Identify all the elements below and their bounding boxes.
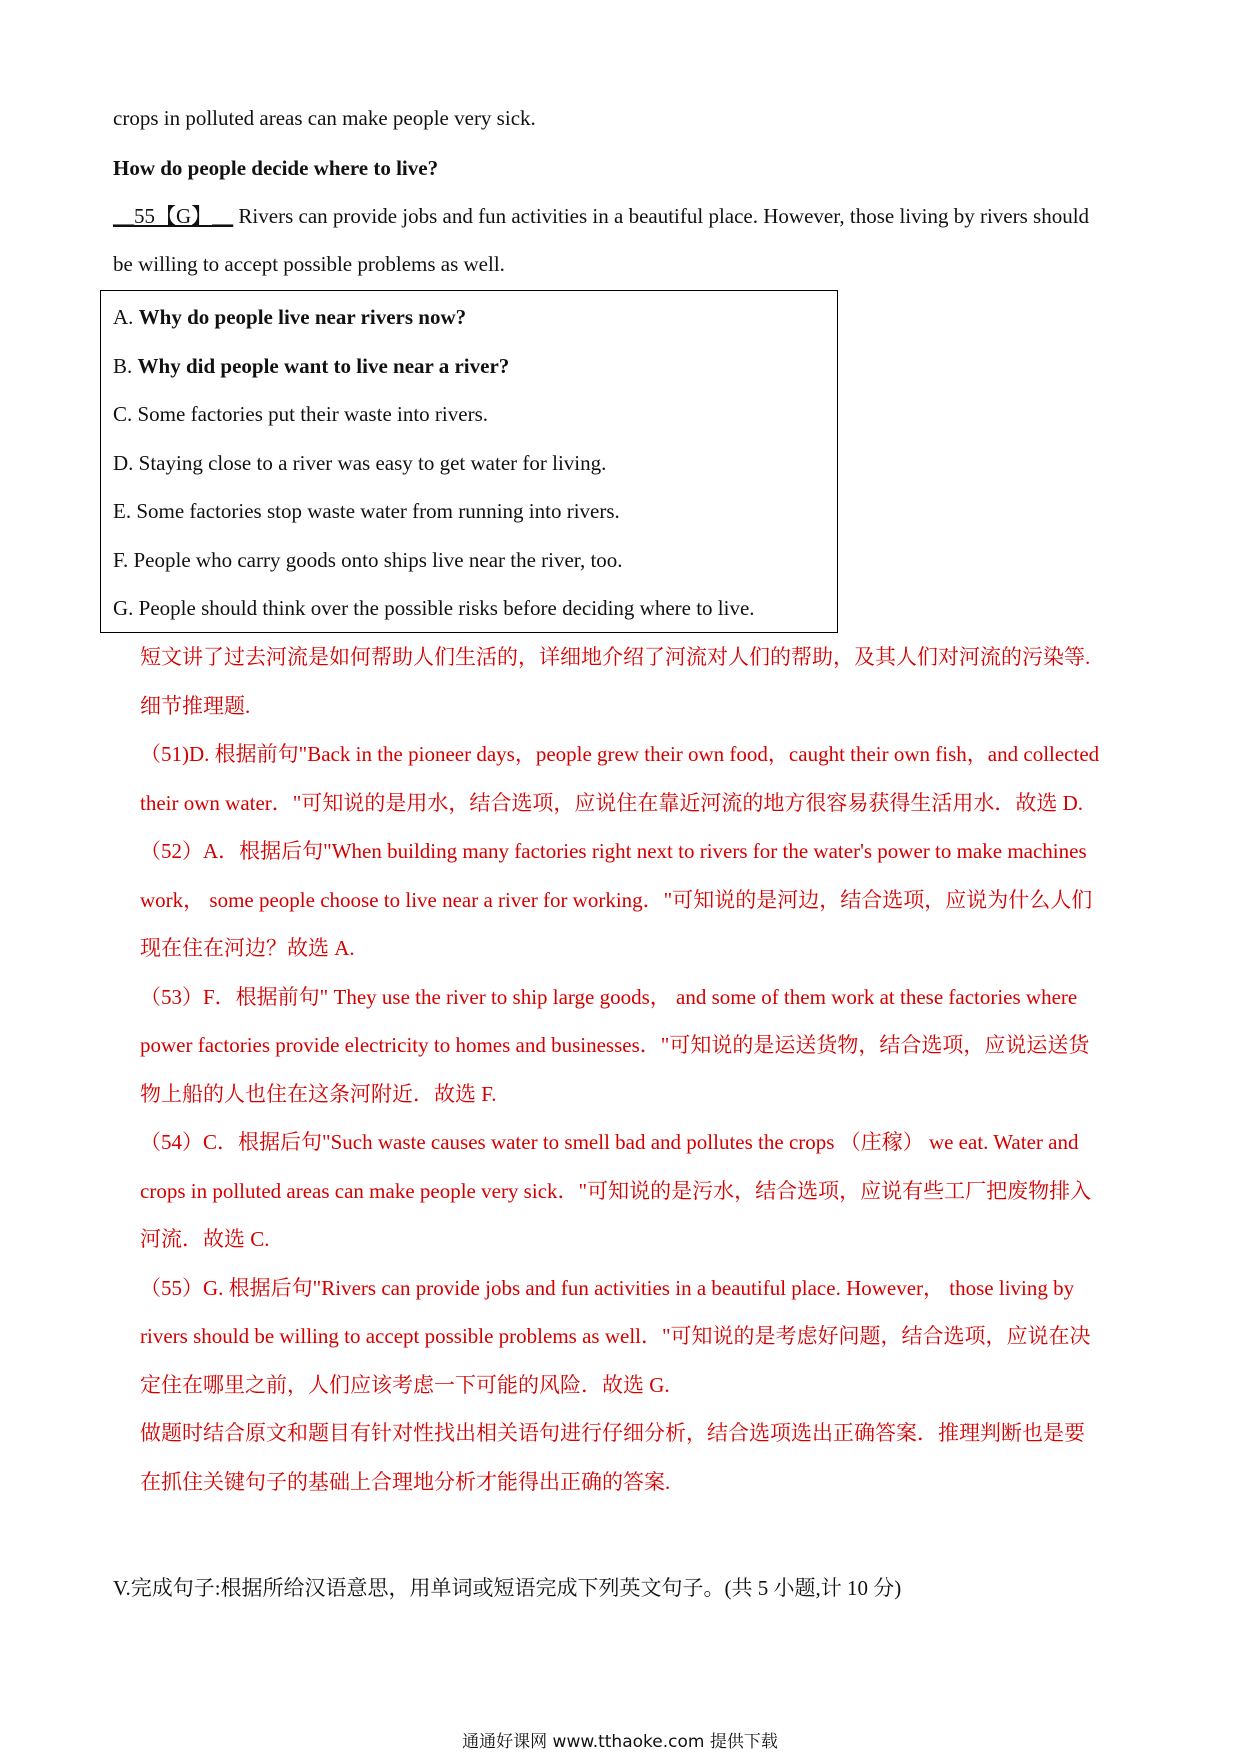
option-e: E. Some factories stop waste water from running into rivers. [113, 499, 620, 523]
analysis-line: power factories provide electricity to homes and businesses．"可知说的是运送货物，结合选项，应说运送货 [140, 1033, 1090, 1057]
analysis-line: （53）F．根据前句" They use the river to ship large goods， and some of them work at these factories where [140, 985, 1078, 1009]
analysis-line: rivers should be willing to accept possible problems as well．"可知说的是考虑好问题，结合选项，应说在决 [140, 1324, 1091, 1348]
option-c: C. Some factories put their waste into rivers. [113, 402, 488, 426]
analysis-line: 定住在哪里之前，人们应该考虑一下可能的风险．故选 G. [140, 1373, 670, 1397]
passage-line: be willing to accept possible problems as well. [113, 252, 505, 276]
section-v-heading: V.完成句子:根据所给汉语意思，用单词或短语完成下列英文句子。(共 5 小题,计 10 分) [113, 1576, 902, 1600]
analysis-line: 河流．故选 C. [140, 1227, 270, 1251]
option-d: D. Staying close to a river was easy to get water for living. [113, 451, 607, 475]
analysis-line: 短文讲了过去河流是如何帮助人们生活的，详细地介绍了河流对人们的帮助，及其人们对河流的污染等. [140, 645, 1091, 669]
section-heading: How do people decide where to live? [113, 156, 439, 180]
passage-line: crops in polluted areas can make people very sick. [113, 106, 536, 130]
option-a-text: Why do people live near rivers now? [138, 305, 467, 329]
analysis-line: （51)D. 根据前句"Back in the pioneer days，people grew their own food，caught their own fish，and collected [140, 742, 1100, 766]
analysis-line: （52）A．根据后句"When building many factories right next to rivers for the water's power to make machines [140, 839, 1087, 863]
option-b-text: Why did people want to live near a river? [137, 354, 510, 378]
option-f: F. People who carry goods onto ships live near the river, too. [113, 548, 623, 572]
analysis-line: 在抓住关键句子的基础上合理地分析才能得出正确的答案. [140, 1470, 671, 1494]
option-b: B. Why did people want to live near a river? [113, 354, 510, 378]
option-g: G. People should think over the possible risks before deciding where to live. [113, 596, 755, 620]
analysis-line: 做题时结合原文和题目有针对性找出相关语句进行仔细分析，结合选项选出正确答案．推理判断也是要 [140, 1421, 1085, 1445]
question-55-text: Rivers can provide jobs and fun activities in a beautiful place. However, those living by rivers should [233, 204, 1090, 228]
analysis-line: crops in polluted areas can make people very sick．"可知说的是污水，结合选项，应说有些工厂把废物排入 [140, 1179, 1092, 1203]
analysis-line: work， some people choose to live near a river for working．"可知说的是河边，结合选项，应说为什么人们 [140, 888, 1093, 912]
question-55 [113, 202, 1089, 230]
answer-blank-55: __55【G】__ [113, 204, 234, 228]
option-a: A. Why do people live near rivers now? [113, 305, 467, 329]
page-footer: 通通好课网 www.tthaoke.com 提供下载 [462, 1732, 778, 1752]
analysis-line: 细节推理题. [140, 694, 251, 718]
analysis-line: （54）C．根据后句"Such waste causes water to smell bad and pollutes the crops （庄稼） we eat. Water and [140, 1130, 1079, 1154]
analysis-line: （55）G. 根据后句"Rivers can provide jobs and fun activities in a beautiful place. However， those living by [140, 1276, 1075, 1300]
analysis-line: their own water．"可知说的是用水，结合选项，应说住在靠近河流的地方很容易获得生活用水．故选 D. [140, 791, 1084, 815]
analysis-line: 现在住在河边？故选 A. [140, 936, 355, 960]
analysis-line: 物上船的人也住在这条河附近．故选 F. [140, 1082, 497, 1106]
